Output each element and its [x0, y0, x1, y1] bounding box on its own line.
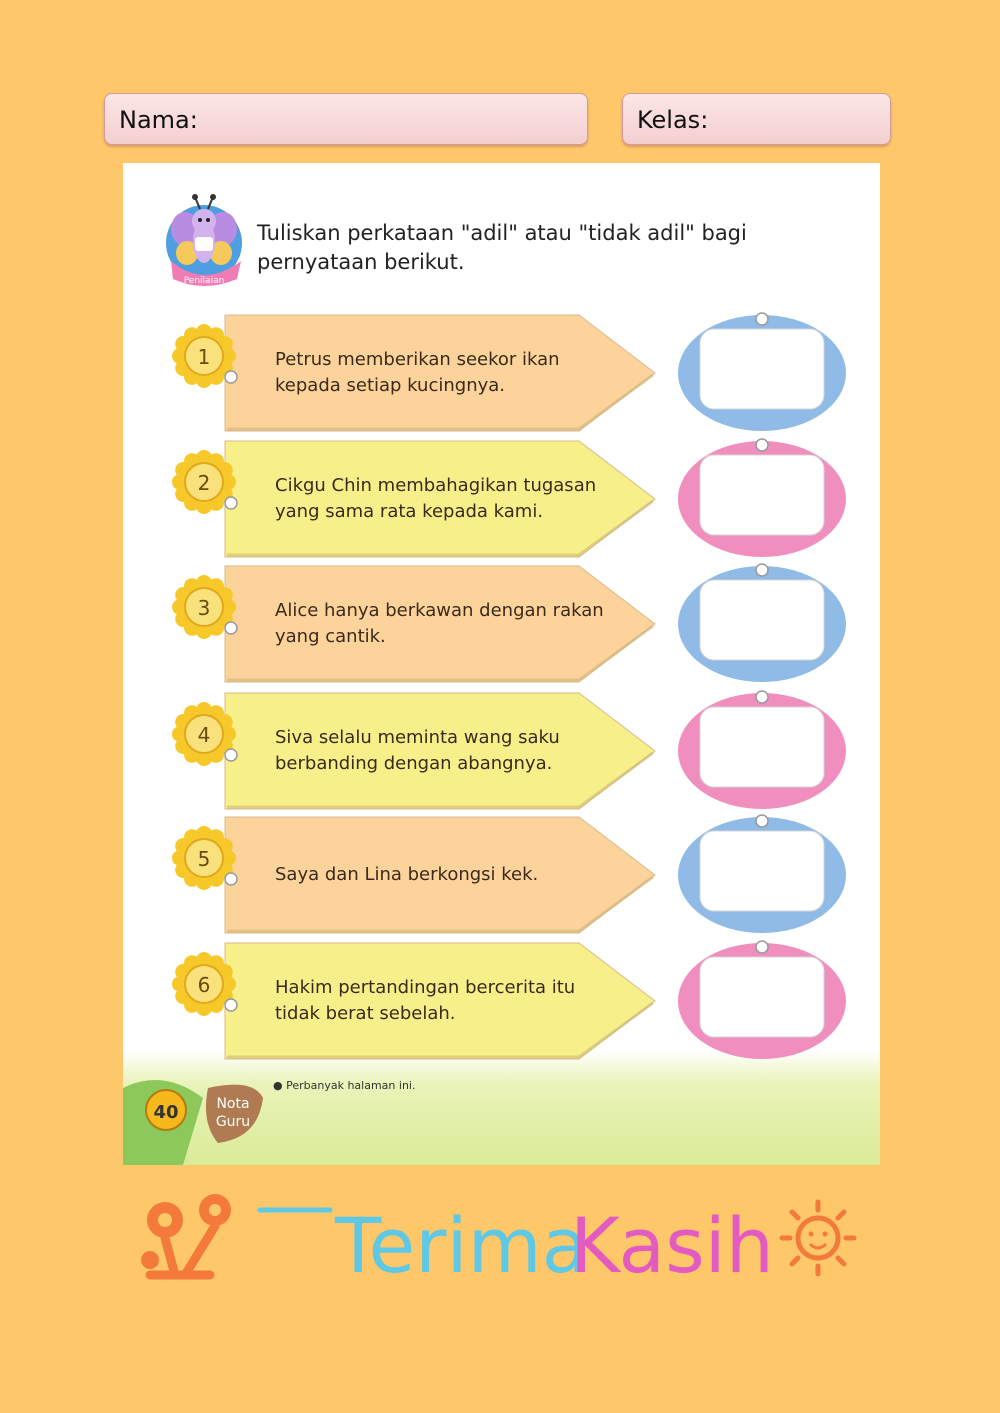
- kelas-label: Kelas:: [637, 106, 709, 134]
- number-sun-icon: [171, 825, 241, 895]
- statement-text: Alice hanya berkawan dengan rakan yang cantik.: [275, 600, 604, 647]
- statement-text: Petrus memberikan seekor ikan kepada setiap kucingnya.: [275, 349, 560, 396]
- page-badge: [123, 1068, 263, 1165]
- terima-kasih-banner: [0, 1180, 1000, 1300]
- number-sun-icon: [171, 323, 241, 393]
- thanks-word-kasih: Kasih: [570, 1201, 774, 1290]
- answer-frame: [676, 813, 848, 937]
- thanks-word-terima: Terima: [335, 1201, 589, 1290]
- answer-frame: [676, 689, 848, 813]
- nama-field: [104, 93, 588, 145]
- penilaian-badge-label: Penilaian: [183, 276, 225, 286]
- statement-row: [123, 689, 880, 813]
- item-number: 3: [197, 596, 211, 620]
- page-number: 40: [153, 1102, 179, 1123]
- answer-input[interactable]: [702, 709, 824, 783]
- instruction-text: Tuliskan perkataan "adil" atau "tidak adil" bagi pernyataan berikut.: [257, 221, 747, 274]
- nota-label: Nota: [216, 1096, 250, 1112]
- statement-row: [123, 939, 880, 1063]
- number-sun-icon: [171, 449, 241, 519]
- kelas-field: [622, 93, 891, 145]
- item-number: 4: [197, 723, 211, 747]
- answer-input[interactable]: [702, 582, 824, 656]
- statement-row: [123, 311, 880, 435]
- statement-text: Hakim pertandingan bercerita itu tidak berat sebelah.: [275, 977, 576, 1024]
- number-sun-icon: [171, 951, 241, 1021]
- answer-frame: [676, 311, 848, 435]
- footnote-text: Perbanyak halaman ini.: [286, 1079, 416, 1092]
- answer-input[interactable]: [702, 331, 824, 405]
- statement-text: Cikgu Chin membahagikan tugasan yang sama rata kepada kami.: [275, 475, 597, 522]
- item-number: 6: [197, 973, 211, 997]
- nama-label: Nama:: [119, 106, 198, 134]
- statement-row: [123, 437, 880, 561]
- kelas-input[interactable]: [723, 102, 882, 138]
- number-sun-icon: [171, 574, 241, 644]
- statement-text: Saya dan Lina berkongsi kek.: [275, 864, 539, 885]
- item-number: 5: [197, 847, 211, 871]
- footnote: ● Perbanyak halaman ini.: [273, 1079, 416, 1092]
- statement-text: Siva selalu meminta wang saku berbanding dengan abangnya.: [275, 727, 560, 774]
- item-number: 2: [197, 471, 211, 495]
- answer-frame: [676, 562, 848, 686]
- statement-row: [123, 562, 880, 686]
- answer-frame: [676, 939, 848, 1063]
- answer-input[interactable]: [702, 457, 824, 531]
- worksheet: [123, 163, 880, 1165]
- statement-row: [123, 813, 880, 937]
- number-sun-icon: [171, 701, 241, 771]
- answer-frame: [676, 437, 848, 561]
- answer-input[interactable]: [702, 959, 824, 1033]
- flower-doodle-icon: [141, 1194, 231, 1275]
- answer-input[interactable]: [702, 833, 824, 907]
- guru-label: Guru: [215, 1114, 251, 1130]
- nama-input[interactable]: [205, 102, 579, 138]
- butterfly-mascot-icon: [163, 191, 245, 291]
- sun-doodle-icon: [782, 1202, 854, 1274]
- item-number: 1: [197, 345, 211, 369]
